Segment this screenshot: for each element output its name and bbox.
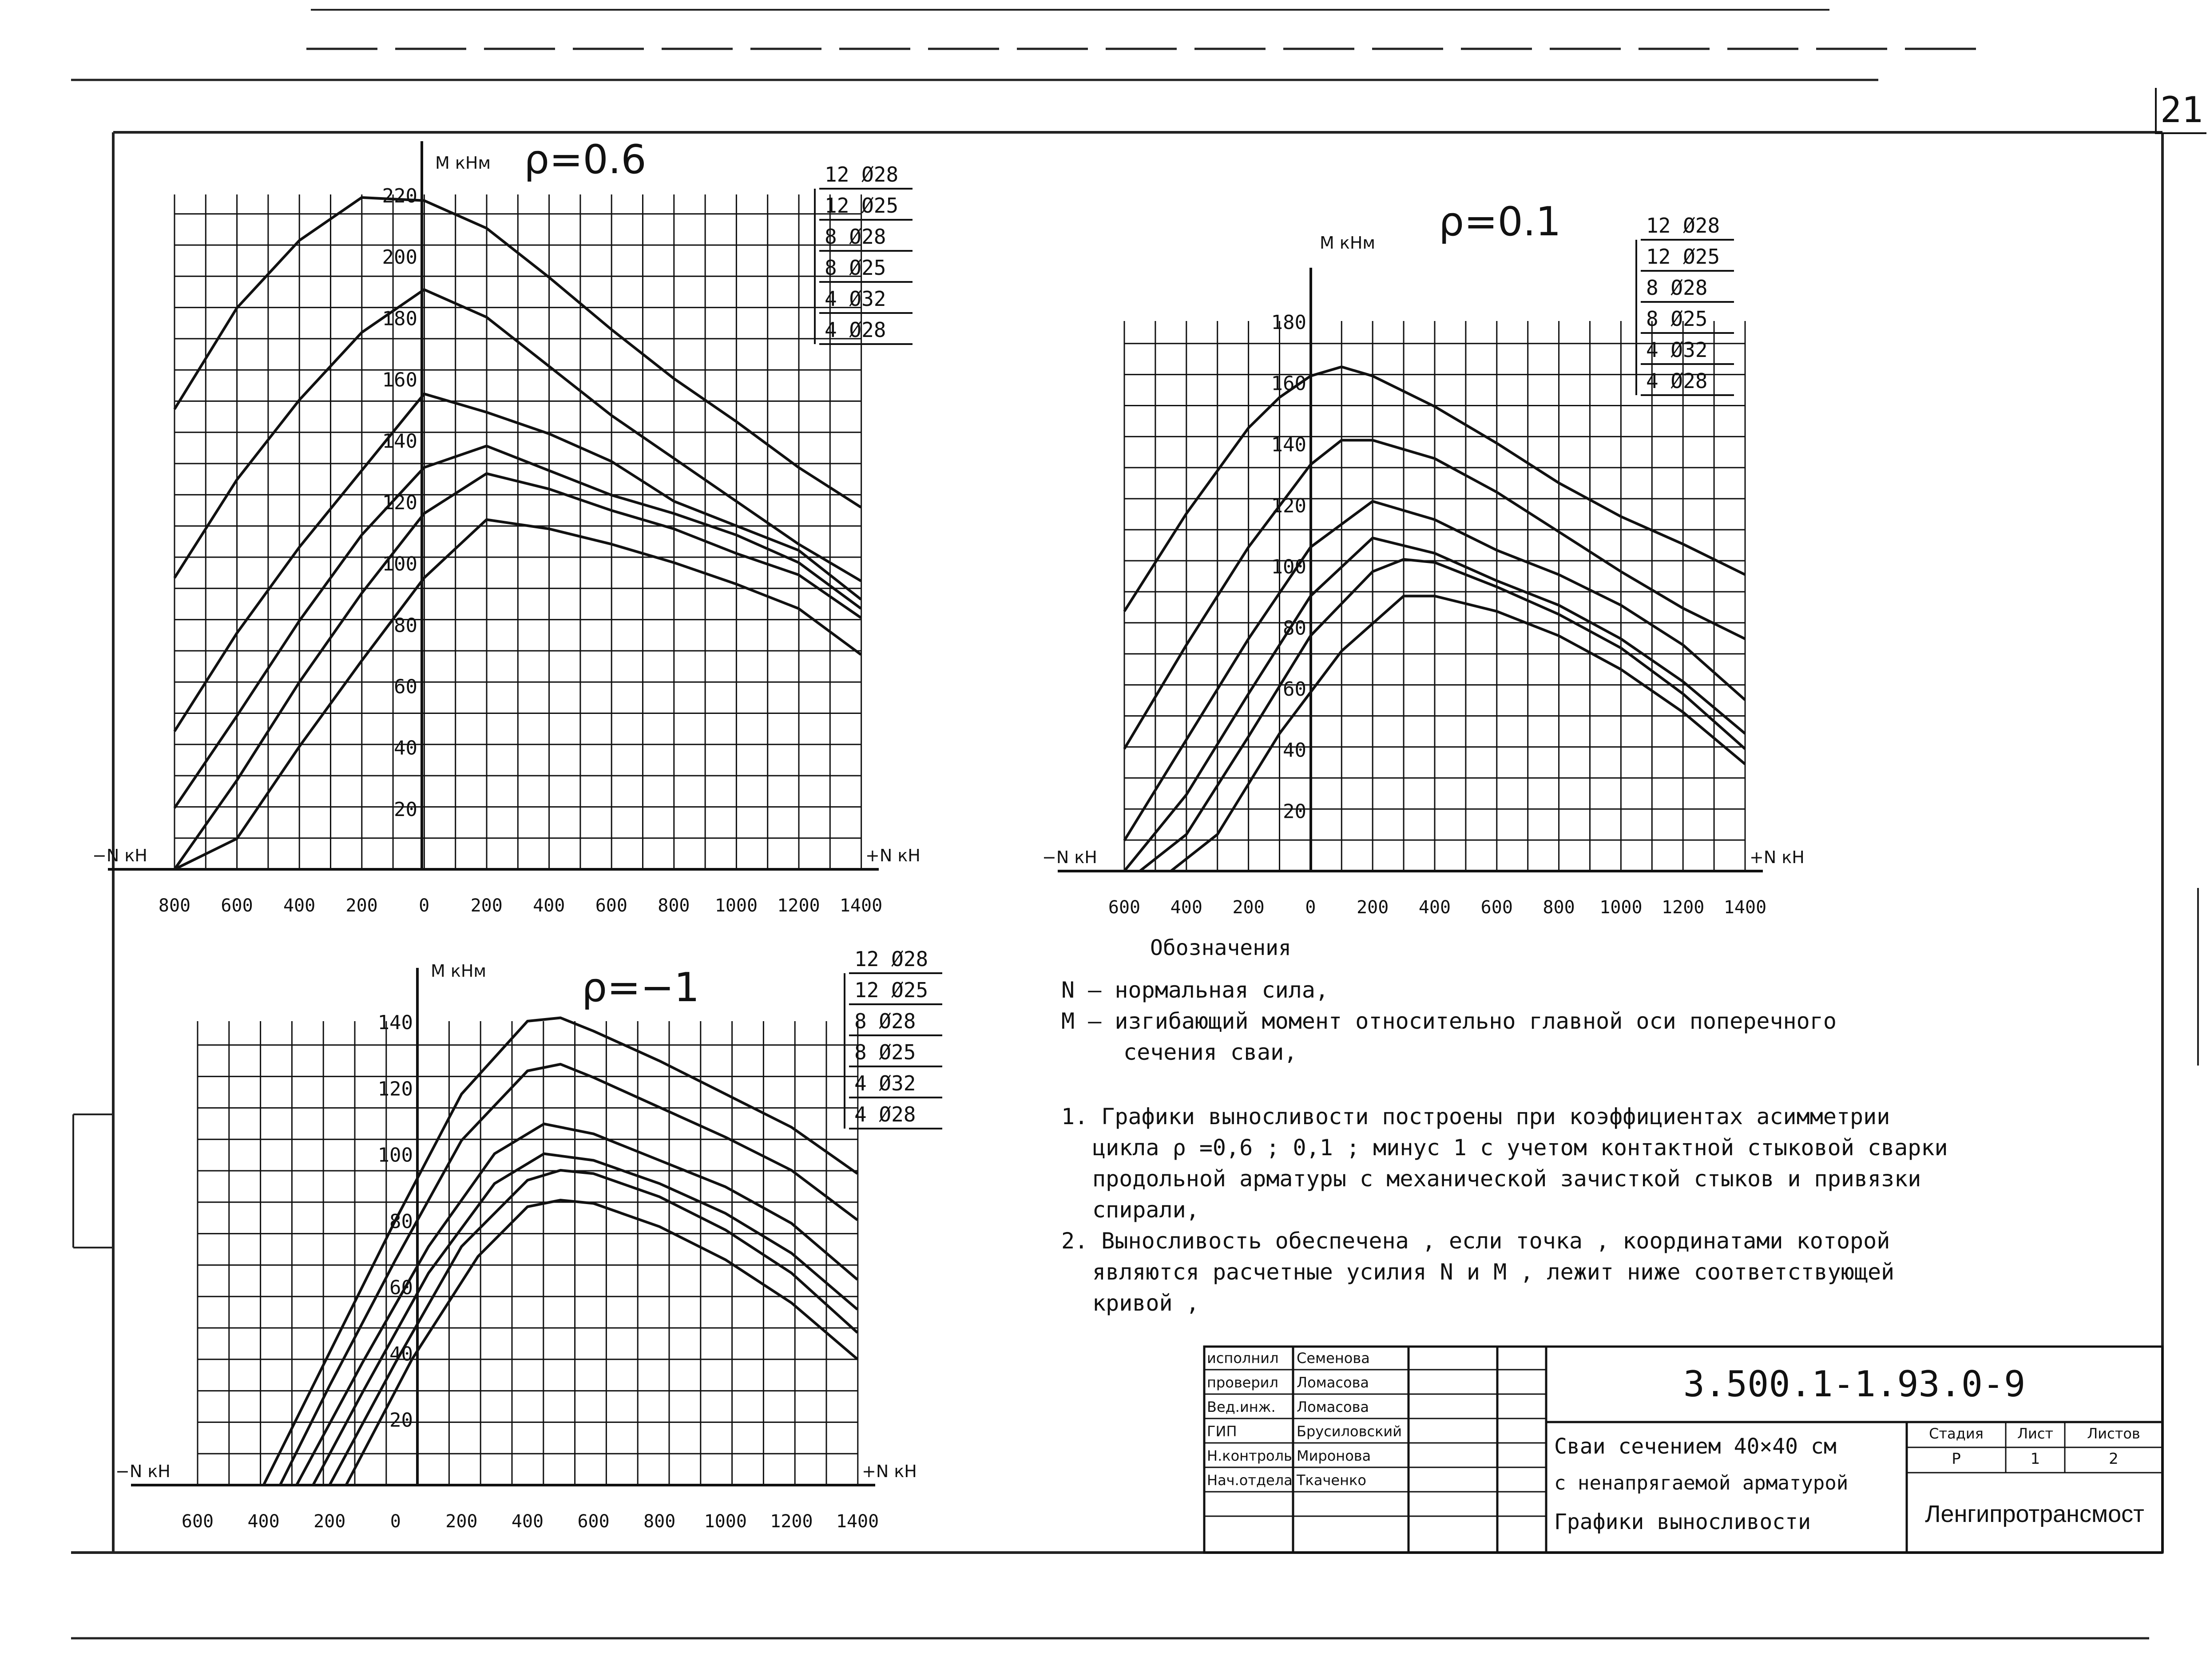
document-code: 3.500.1-1.93.0-9 [1683,1363,2026,1405]
y-tick-label: 60 [394,675,417,698]
notes-heading: Обозначения [1150,935,1291,960]
y-tick-label: 160 [1271,372,1306,395]
description-line-2: с ненапрягаемой арматурой [1554,1472,1849,1494]
x-tick-label: 200 [1357,897,1389,918]
legend-entry: 4 Ø28 [825,318,886,342]
x-tick-label: 600 [221,895,253,916]
x-tick-label: 800 [658,895,690,916]
x-axis-label-negative: −N кН [92,846,147,865]
x-tick-label: 400 [1418,897,1451,918]
chart-rho-0.6 [92,136,921,916]
y-tick-label: 20 [389,1409,413,1432]
sheet-value: 1 [2030,1450,2040,1468]
note-m-definition-2: сечения сваи, [1123,1039,1297,1065]
x-tick-label: 0 [419,895,430,916]
y-tick-label: 220 [382,185,417,207]
y-tick-label: 140 [377,1011,413,1034]
role-3: Вед.инж. [1207,1399,1276,1415]
y-tick-label: 200 [382,246,417,269]
y-tick-label: 100 [377,1144,413,1167]
person-2: Ломасова [1297,1374,1369,1391]
y-tick-label: 40 [1283,739,1306,762]
y-tick-label: 120 [382,491,417,514]
chart-rho-minus-1 [115,947,942,1532]
role-6: Нач.отдела [1207,1472,1293,1489]
note-item2-line3: кривой , [1092,1290,1199,1316]
x-tick-label: 200 [445,1511,478,1532]
organization-name: Ленгипротрансмост [1925,1501,2144,1527]
legend-entry: 12 Ø25 [1646,245,1720,269]
legend-entry: 12 Ø25 [825,194,899,218]
y-tick-label: 40 [389,1343,413,1366]
legend-entry: 12 Ø28 [1646,214,1720,238]
x-tick-label: 800 [1543,897,1575,918]
x-tick-label: 600 [595,895,627,916]
x-tick-label: 400 [1170,897,1202,918]
note-item1-line3: продольной арматуры с механической зачисткой стыков и привязки [1092,1166,1921,1192]
note-item2-line2: являются расчетные усилия N и М , лежит ниже соответствующей [1092,1259,1895,1285]
y-tick-label: 100 [382,553,417,576]
x-axis-label-negative: −N кН [1042,848,1097,867]
x-tick-label: 0 [1305,897,1316,918]
legend-entry: 4 Ø32 [1646,338,1708,362]
x-tick-label: 1200 [1662,897,1705,918]
person-5: Миронова [1297,1447,1371,1464]
legend-entry: 8 Ø28 [825,225,886,249]
sheets-label: Листов [2087,1425,2140,1442]
legend-entry: 12 Ø28 [825,162,899,186]
x-tick-label: 1000 [714,895,758,916]
y-axis-label: М кНм [435,153,491,173]
grid [175,194,861,869]
sheets-value: 2 [2109,1450,2119,1468]
role-2: проверил [1207,1374,1278,1391]
legend-entry: 8 Ø28 [854,1009,916,1033]
legend-entry: 8 Ø25 [854,1040,916,1064]
y-tick-label: 60 [389,1276,413,1300]
note-m-definition-1: М – изгибающий момент относительно главной оси поперечного [1061,1008,1837,1034]
series-line-4d28 [346,1200,857,1485]
y-tick-label: 180 [1271,311,1306,334]
x-tick-label: 800 [158,895,191,916]
x-axis-label-positive: +N кН [1750,848,1805,867]
chart-title: ρ=0.1 [1439,198,1561,245]
legend-entry: 4 Ø32 [854,1071,916,1095]
role-1: исполнил [1207,1350,1279,1367]
x-tick-label: 600 [1108,897,1141,918]
person-3: Ломасова [1297,1399,1369,1415]
y-tick-label: 140 [382,430,417,453]
y-tick-label: 80 [389,1210,413,1233]
note-item2-line1: 2. Выносливость обеспечена , если точка , координатами которой [1061,1228,1890,1254]
x-tick-label: 600 [577,1511,610,1532]
series-line-8d28 [297,1124,857,1485]
x-tick-label: 600 [181,1511,214,1532]
x-axis-label-positive: +N кН [865,846,921,865]
series-line-12d28 [264,1018,857,1486]
y-tick-label: 120 [1271,495,1306,517]
series-line-4d32 [1140,559,1745,871]
sheet-label: Лист [2017,1425,2054,1442]
x-axis-label-positive: +N кН [862,1462,917,1481]
y-tick-label: 180 [382,307,417,330]
y-tick-label: 140 [1271,433,1306,456]
x-tick-label: 1400 [1723,897,1767,918]
person-1: Семенова [1297,1350,1370,1367]
y-tick-label: 60 [1283,678,1306,701]
stage-label: Стадия [1929,1425,1984,1442]
role-5: Н.контроль [1207,1447,1292,1464]
legend-entry: 4 Ø32 [825,287,886,311]
x-tick-label: 400 [247,1511,280,1532]
x-tick-label: 1000 [1599,897,1643,918]
x-tick-label: 1400 [839,895,883,916]
y-axis-label: М кНм [431,961,487,981]
x-tick-label: 0 [390,1511,401,1532]
legend-entry: 8 Ø25 [1646,307,1708,331]
page-number: 21 [2155,88,2206,134]
legend-entry: 8 Ø25 [825,256,886,280]
y-tick-label: 100 [1271,555,1306,578]
x-tick-label: 400 [533,895,565,916]
legend-entry: 8 Ø28 [1646,276,1708,300]
chart-title: ρ=−1 [582,964,700,1011]
y-tick-label: 160 [382,368,417,392]
x-tick-label: 200 [345,895,378,916]
legend-entry: 4 Ø28 [1646,369,1708,393]
x-tick-label: 1000 [704,1511,747,1532]
x-axis-label-negative: −N кН [115,1462,171,1481]
series-line-4d28 [1171,596,1745,872]
y-tick-label: 40 [394,737,417,760]
y-axis-label: М кНм [1320,233,1376,253]
legend [845,947,942,1129]
note-n-definition: N – нормальная сила, [1061,977,1329,1003]
x-tick-label: 400 [283,895,316,916]
x-tick-label: 400 [511,1511,544,1532]
note-item1-line1: 1. Графики выносливости построены при коэффициентах асимметрии [1061,1104,1890,1129]
y-tick-label: 20 [394,798,417,821]
x-tick-label: 1400 [836,1511,879,1532]
description-line-1: Сваи сечением 40×40 см [1554,1434,1837,1459]
y-tick-label: 20 [1283,800,1306,823]
person-6: Ткаченко [1297,1472,1366,1489]
x-tick-label: 200 [1232,897,1265,918]
y-tick-label: 80 [394,614,417,637]
x-tick-label: 600 [1480,897,1513,918]
legend-entry: 4 Ø28 [854,1102,916,1126]
x-tick-label: 800 [643,1511,676,1532]
description-line-3: Графики выносливости [1554,1510,1811,1534]
x-tick-label: 1200 [777,895,820,916]
stage-value: Р [1952,1450,1961,1468]
chart-title: ρ=0.6 [524,136,647,183]
y-tick-label: 120 [377,1078,413,1101]
legend-entry: 12 Ø28 [854,947,928,971]
chart-rho-0.1 [1042,198,1805,918]
legend-entry: 12 Ø25 [854,978,928,1002]
x-tick-label: 1200 [770,1511,813,1532]
note-item1-line4: спирали, [1092,1197,1199,1223]
person-4: Брусиловский [1297,1423,1402,1440]
x-tick-label: 200 [470,895,503,916]
y-tick-label: 80 [1283,617,1306,640]
x-tick-label: 200 [313,1511,346,1532]
note-item1-line2: цикла ρ =0,6 ; 0,1 ; минус 1 с учетом контактной стыковой сварки [1092,1135,1948,1161]
role-4: ГИП [1207,1423,1237,1440]
legend [1636,214,1734,395]
